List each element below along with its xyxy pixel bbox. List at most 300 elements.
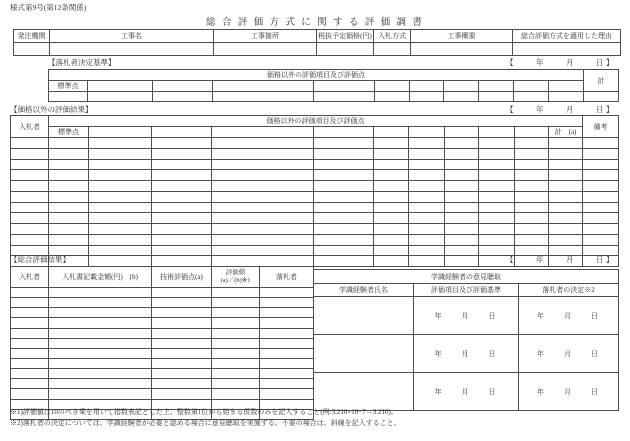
empty-cell [11,358,49,368]
empty-cell [374,170,409,181]
empty-cell [152,389,212,399]
expert-criteria-label: 評価項目及び評価基準 [414,284,519,297]
empty-cell [445,170,479,181]
project-info-table [13,29,621,56]
col-ordering-agency: 発注機関 [14,30,50,43]
empty-cell [49,308,152,318]
section2-label: 【価格以外の評価結果】 [10,105,93,114]
empty-cell [152,234,212,245]
empty-cell [549,213,583,224]
empty-cell [374,224,409,235]
footnote-2: ※2)落札者の決定については、学識経験者が必要と認める場合に意見聴取を実施する。不要の場合は、斜線を記入すること。 [10,418,401,427]
table-row [11,389,314,399]
section2-date: 【 年 月 日】 [506,105,616,114]
empty-cell [583,148,619,159]
table-row [49,92,619,102]
empty-cell [212,170,314,181]
empty-cell [11,148,49,159]
date-field: 年 月 日 [414,335,519,373]
empty-cell [212,318,260,328]
empty-cell [515,213,549,224]
table-row [11,202,619,213]
empty-cell [583,224,619,235]
empty-cell [11,288,49,298]
empty-cell [89,170,152,181]
empty-cell [11,138,49,149]
expert-opinion-box [313,269,619,411]
empty-cell [49,379,152,389]
empty-cell [515,234,549,245]
empty-cell [583,202,619,213]
table-row [11,379,314,389]
empty-cell [11,338,49,348]
col-project-location: 工事箇所 [214,30,317,43]
empty-cell [409,170,445,181]
empty-cell [445,202,479,213]
empty-cell [89,224,152,235]
empty-cell [409,245,445,256]
empty-cell [479,92,514,102]
empty-cell [89,245,152,256]
s2-standard-label: 標準点 [49,127,89,138]
empty-cell [445,148,479,159]
empty-cell [445,181,479,192]
empty-cell [152,213,212,224]
empty-cell [11,328,49,338]
table-row [11,191,619,202]
empty-cell [583,138,619,149]
empty-cell [374,191,409,202]
empty-cell [583,213,619,224]
empty-cell [212,224,314,235]
empty-cell [314,202,374,213]
empty-cell [212,348,260,358]
table-row [11,138,619,149]
empty-cell [152,202,212,213]
empty-cell [152,245,212,256]
empty-cell [409,202,445,213]
table-row [11,148,619,159]
empty-cell [514,81,549,92]
date-field: 年 月 日 [414,373,519,411]
empty-cell [89,256,152,267]
empty-cell [14,43,50,56]
empty-cell [549,191,583,202]
empty-cell [410,92,444,102]
empty-cell [49,138,89,149]
empty-cell [212,369,260,379]
empty-cell [374,181,409,192]
empty-cell [314,256,374,267]
empty-cell [212,202,314,213]
empty-cell [584,92,619,102]
table-row [11,224,619,235]
empty-cell [49,358,152,368]
empty-cell [212,213,314,224]
section3-label: 【総合評価結果】 [10,255,70,264]
empty-cell [152,138,212,149]
empty-cell [89,234,152,245]
table-row [314,284,619,297]
s3-winner-label: 落札者 [260,267,314,288]
empty-cell [549,159,583,170]
empty-cell [152,369,212,379]
table-row [314,373,619,411]
empty-cell [479,170,515,181]
s3-bidder-label: 入札者 [11,267,49,288]
empty-cell [445,159,479,170]
empty-cell [49,191,89,202]
empty-cell [260,288,314,298]
empty-cell [89,148,152,159]
empty-cell [11,389,49,399]
empty-cell [11,191,49,202]
empty-cell [583,170,619,181]
empty-cell [549,181,583,192]
date-field: 年 月 日 [519,373,619,411]
project-info-value-row [14,43,621,56]
empty-cell [152,318,212,328]
empty-cell [260,389,314,399]
empty-cell [260,308,314,318]
empty-cell [549,202,583,213]
s2-remarks-label: 備考 [583,116,619,138]
table-row [11,338,314,348]
empty-cell [260,348,314,358]
empty-cell [11,170,49,181]
empty-cell [314,81,375,92]
table-row [314,335,619,373]
empty-cell [89,181,152,192]
s3-tech-label: 技術評価点(a) [152,267,212,288]
empty-cell [514,92,549,102]
empty-cell [409,138,445,149]
empty-cell [89,202,152,213]
expert-decision-label: 落札者の決定※2 [519,284,619,297]
section1-label: 【落札者決定基準】 [48,58,116,67]
empty-cell [152,308,212,318]
empty-cell [411,43,513,56]
empty-cell [515,148,549,159]
empty-cell [212,298,260,308]
table-row [11,348,314,358]
date-field: 年 月 日 [519,335,619,373]
empty-cell [212,138,314,149]
empty-cell [260,298,314,308]
empty-cell [152,256,212,267]
empty-cell [88,92,153,102]
table-row [49,81,619,92]
table-row [11,308,314,318]
table-row [314,297,619,335]
empty-cell [212,328,260,338]
empty-cell [515,159,549,170]
table-row [11,328,314,338]
table-row [11,170,619,181]
empty-cell [49,170,89,181]
empty-cell [409,127,445,138]
project-info-header-row [14,30,621,43]
empty-cell [153,92,213,102]
empty-cell [409,191,445,202]
s3-eval-label [212,267,260,288]
table-row [314,270,619,284]
empty-cell [314,224,374,235]
empty-cell [374,256,409,267]
empty-cell [409,234,445,245]
empty-cell [479,224,515,235]
empty-cell [374,213,409,224]
empty-cell [49,288,152,298]
table-row [11,369,314,379]
empty-cell [49,328,152,338]
empty-cell [212,379,260,389]
empty-cell [515,138,549,149]
table-row [11,116,619,127]
empty-cell [152,191,212,202]
empty-cell [11,298,49,308]
empty-cell [314,170,374,181]
empty-cell [152,338,212,348]
empty-cell [11,159,49,170]
table-row [11,181,619,192]
eval-value-formula: (a)／(b)※1 [220,277,251,284]
empty-cell [11,308,49,318]
empty-cell [314,335,414,373]
page-title: 総 合 評 価 方 式 に 関 す る 評 価 調 書 [206,18,424,28]
empty-cell [212,245,314,256]
table-row [11,288,314,298]
empty-cell [549,170,583,181]
empty-cell [260,369,314,379]
empty-cell [152,298,212,308]
eval-value-title: 評価値 [225,269,246,276]
empty-cell [213,81,314,92]
empty-cell [515,181,549,192]
empty-cell [479,181,515,192]
empty-cell [11,348,49,358]
empty-cell [314,138,374,149]
empty-cell [314,92,375,102]
section3-date: 【 年 月 日】 [506,255,616,264]
empty-cell [374,234,409,245]
empty-cell [314,234,374,245]
empty-cell [49,338,152,348]
empty-cell [49,369,152,379]
empty-cell [49,92,88,102]
empty-cell [374,148,409,159]
empty-cell [11,369,49,379]
empty-cell [583,159,619,170]
empty-cell [583,191,619,202]
footnotes [10,407,401,428]
empty-cell [317,43,374,56]
empty-cell [583,234,619,245]
empty-cell [260,318,314,328]
empty-cell [479,213,515,224]
empty-cell [89,138,152,149]
empty-cell [11,318,49,328]
empty-cell [212,256,314,267]
empty-cell [152,181,212,192]
empty-cell [479,127,515,138]
empty-cell [515,170,549,181]
empty-cell [11,379,49,389]
empty-cell [444,81,479,92]
s1-items-header: 価格以外の評価項目及び評価点 [49,70,584,81]
table-row [11,213,619,224]
empty-cell [49,148,89,159]
empty-cell [49,181,89,192]
empty-cell [212,358,260,368]
empty-cell [212,181,314,192]
empty-cell [212,191,314,202]
form-number: 様式第9号(第12条関係) [10,3,87,12]
col-project-name: 工事名 [50,30,214,43]
empty-cell [49,298,152,308]
empty-cell [479,148,515,159]
empty-cell [374,127,409,138]
empty-cell [49,224,89,235]
empty-cell [314,191,374,202]
empty-cell [11,202,49,213]
empty-cell [479,81,514,92]
empty-cell [89,159,152,170]
empty-cell [513,43,621,56]
empty-cell [89,127,152,138]
empty-cell [409,224,445,235]
empty-cell [260,379,314,389]
empty-cell [153,81,213,92]
empty-cell [410,81,444,92]
expert-box-title: 学識経験者の意見聴取 [314,270,619,284]
empty-cell [11,181,49,192]
empty-cell [445,138,479,149]
table-row [49,70,619,81]
table-row [11,159,619,170]
empty-cell [212,338,260,348]
empty-cell [152,224,212,235]
table-row [11,234,619,245]
empty-cell [89,213,152,224]
empty-cell [374,138,409,149]
empty-cell [445,256,479,267]
empty-cell [152,358,212,368]
expert-name-label: 学識経験者氏名 [314,284,414,297]
s1-total-label: 計 [584,70,619,92]
col-project-outline: 工事概要 [411,30,513,43]
non-price-results-table [10,115,619,267]
empty-cell [212,127,314,138]
empty-cell [50,43,214,56]
empty-cell [11,224,49,235]
empty-cell [445,213,479,224]
empty-cell [409,213,445,224]
empty-cell [314,373,414,411]
date-field: 年 月 日 [519,297,619,335]
empty-cell [375,92,410,102]
empty-cell [314,213,374,224]
award-criteria-table [48,69,619,102]
empty-cell [314,127,374,138]
empty-cell [213,92,314,102]
s2-total-label: 計 (a) [549,127,583,138]
date-field: 年 月 日 [414,297,519,335]
empty-cell [445,191,479,202]
s2-bidder-label: 入札者 [11,116,49,138]
empty-cell [49,159,89,170]
empty-cell [375,81,410,92]
empty-cell [152,170,212,181]
empty-cell [479,191,515,202]
empty-cell [374,245,409,256]
empty-cell [515,191,549,202]
empty-cell [549,92,584,102]
footnote-1: ※1)評価値は10のべき乗を用いて指数表記とした上、整数第1位から始まる仮数のみを記入すること(例:3.210×10−7→3.210)。 [10,408,398,416]
empty-cell [152,127,212,138]
empty-cell [314,297,414,335]
empty-cell [445,224,479,235]
empty-cell [409,159,445,170]
empty-cell [409,256,445,267]
table-row [11,127,619,138]
empty-cell [314,245,374,256]
empty-cell [479,202,515,213]
col-reason: 総合評価方式を適用した理由 [513,30,621,43]
empty-cell [212,308,260,318]
empty-cell [260,338,314,348]
empty-cell [374,159,409,170]
empty-cell [212,234,314,245]
table-row [11,298,314,308]
empty-cell [11,213,49,224]
empty-cell [49,213,89,224]
empty-cell [152,379,212,389]
empty-cell [152,328,212,338]
empty-cell [445,234,479,245]
empty-cell [409,181,445,192]
empty-cell [515,202,549,213]
s1-standard-label: 標準点 [49,81,88,92]
empty-cell [212,288,260,298]
empty-cell [479,159,515,170]
empty-cell [549,138,583,149]
empty-cell [549,81,584,92]
empty-cell [152,348,212,358]
empty-cell [260,328,314,338]
empty-cell [314,181,374,192]
empty-cell [88,81,153,92]
empty-cell [49,389,152,399]
empty-cell [374,43,411,56]
empty-cell [260,358,314,368]
empty-cell [549,224,583,235]
empty-cell [314,148,374,159]
empty-cell [445,127,479,138]
empty-cell [549,148,583,159]
empty-cell [152,159,212,170]
empty-cell [515,224,549,235]
empty-cell [152,288,212,298]
empty-cell [445,245,479,256]
empty-cell [479,234,515,245]
empty-cell [49,234,89,245]
empty-cell [49,318,152,328]
empty-cell [212,159,314,170]
empty-cell [479,138,515,149]
empty-cell [212,389,260,399]
empty-cell [152,148,212,159]
